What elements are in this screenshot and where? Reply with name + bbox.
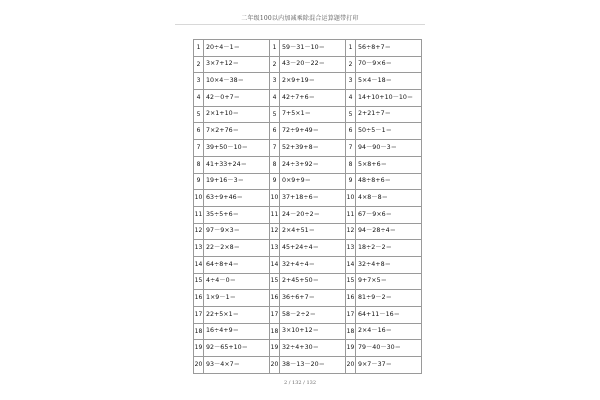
problem-expression: 1×9－1＝	[204, 290, 270, 307]
problem-expression: 2×9+19＝	[280, 73, 346, 90]
problem-expression: 22+5×1＝	[204, 307, 270, 324]
problem-number: 10	[270, 190, 280, 207]
table-row	[194, 140, 422, 157]
problem-expression: 50÷5－1＝	[356, 123, 422, 140]
problem-number: 8	[270, 156, 280, 173]
table-row	[194, 256, 422, 273]
problem-number: 9	[194, 173, 204, 190]
problem-expression: 9×7－37＝	[356, 357, 422, 374]
problem-expression: 4×8－8＝	[356, 190, 422, 207]
problem-number: 4	[194, 90, 204, 107]
problem-expression: 32+4÷4＝	[280, 256, 346, 273]
problem-expression: 5×4－18＝	[356, 73, 422, 90]
problem-number: 8	[194, 156, 204, 173]
problem-expression: 10×4－38＝	[204, 73, 270, 90]
problem-number: 17	[270, 307, 280, 324]
problem-expression: 36÷6+7＝	[280, 290, 346, 307]
problem-expression: 4÷4－0＝	[204, 273, 270, 290]
problem-expression: 2×1+10＝	[204, 106, 270, 123]
problem-number: 1	[270, 40, 280, 57]
problem-expression: 5×8+6＝	[356, 156, 422, 173]
problem-expression: 14+10+10－10＝	[356, 90, 422, 107]
problem-expression: 93－4×7＝	[204, 357, 270, 374]
problem-number: 3	[270, 73, 280, 90]
problem-expression: 24－20÷2＝	[280, 206, 346, 223]
table-row	[194, 323, 422, 340]
problem-number: 14	[346, 256, 356, 273]
problem-number: 18	[270, 323, 280, 340]
problem-expression: 7+5×1＝	[280, 106, 346, 123]
problem-expression: 48÷8+6＝	[356, 173, 422, 190]
problem-number: 12	[346, 223, 356, 240]
problem-expression: 0×9+9＝	[280, 173, 346, 190]
problem-number: 2	[270, 56, 280, 73]
problem-number: 6	[270, 123, 280, 140]
problem-expression: 94－28÷4＝	[356, 223, 422, 240]
problem-number: 16	[194, 290, 204, 307]
problem-expression: 63÷9+46＝	[204, 190, 270, 207]
problem-number: 4	[346, 90, 356, 107]
problem-number: 10	[346, 190, 356, 207]
problem-expression: 72÷9+49＝	[280, 123, 346, 140]
problem-expression: 2×4+51＝	[280, 223, 346, 240]
problem-number: 20	[194, 357, 204, 374]
problem-number: 11	[194, 206, 204, 223]
table-row	[194, 340, 422, 357]
problem-number: 6	[346, 123, 356, 140]
problem-number: 12	[194, 223, 204, 240]
problem-expression: 45+24÷4＝	[280, 240, 346, 257]
problem-number: 7	[346, 140, 356, 157]
problem-number: 18	[194, 323, 204, 340]
problem-number: 15	[346, 273, 356, 290]
problem-expression: 3×10+12＝	[280, 323, 346, 340]
header-divider	[175, 24, 425, 25]
problem-expression: 70－9×6＝	[356, 56, 422, 73]
table-row	[194, 307, 422, 324]
problem-number: 5	[194, 106, 204, 123]
problem-number: 6	[194, 123, 204, 140]
problem-number: 1	[194, 40, 204, 57]
problem-expression: 2×4－16＝	[356, 323, 422, 340]
problem-number: 17	[194, 307, 204, 324]
problem-expression: 35÷5+6＝	[204, 206, 270, 223]
table-row	[194, 223, 422, 240]
problem-number: 13	[194, 240, 204, 257]
problem-number: 5	[346, 106, 356, 123]
problem-number: 3	[194, 73, 204, 90]
problem-expression: 64+11－16＝	[356, 307, 422, 324]
problem-expression: 3×7+12＝	[204, 56, 270, 73]
problem-expression: 81÷9－2＝	[356, 290, 422, 307]
problem-expression: 2+21÷7＝	[356, 106, 422, 123]
problem-expression: 52+39+8＝	[280, 140, 346, 157]
table-row	[194, 240, 422, 257]
problem-table	[193, 39, 422, 374]
problem-number: 9	[270, 173, 280, 190]
problem-expression: 42÷7+6＝	[280, 90, 346, 107]
table-row	[194, 40, 422, 57]
problem-number: 16	[346, 290, 356, 307]
problem-expression: 20÷4－1＝	[204, 40, 270, 57]
problem-expression: 32÷4+30＝	[280, 340, 346, 357]
page-number: 2 / 132 / 132	[284, 380, 316, 386]
table-row	[194, 123, 422, 140]
problem-expression: 92－65+10＝	[204, 340, 270, 357]
table-row	[194, 190, 422, 207]
table-row	[194, 290, 422, 307]
problem-expression: 38－13－20＝	[280, 357, 346, 374]
table-row	[194, 273, 422, 290]
table-row	[194, 73, 422, 90]
problem-expression: 97－9×3＝	[204, 223, 270, 240]
problem-expression: 42－0+7＝	[204, 90, 270, 107]
problem-expression: 43－20－22＝	[280, 56, 346, 73]
problem-expression: 2+45+50＝	[280, 273, 346, 290]
problem-expression: 59－31－10＝	[280, 40, 346, 57]
problem-expression: 79－40－30＝	[356, 340, 422, 357]
problem-expression: 67－9×6＝	[356, 206, 422, 223]
table-row	[194, 90, 422, 107]
problem-number: 11	[270, 206, 280, 223]
problem-number: 19	[194, 340, 204, 357]
problem-number: 20	[270, 357, 280, 374]
problem-number: 10	[194, 190, 204, 207]
problem-number: 5	[270, 106, 280, 123]
problem-expression: 94－90－3＝	[356, 140, 422, 157]
problem-expression: 64÷8+4＝	[204, 256, 270, 273]
table-row	[194, 206, 422, 223]
table-row	[194, 156, 422, 173]
problem-number: 19	[270, 340, 280, 357]
problem-number: 13	[346, 240, 356, 257]
problem-expression: 58－2÷2＝	[280, 307, 346, 324]
problem-expression: 24÷3+92＝	[280, 156, 346, 173]
table-row	[194, 173, 422, 190]
problem-number: 16	[270, 290, 280, 307]
problem-number: 1	[346, 40, 356, 57]
problem-number: 2	[346, 56, 356, 73]
problem-expression: 22－2×8＝	[204, 240, 270, 257]
problem-number: 17	[346, 307, 356, 324]
problem-expression: 32÷4+8＝	[356, 256, 422, 273]
problem-number: 19	[346, 340, 356, 357]
problem-number: 15	[270, 273, 280, 290]
problem-number: 13	[270, 240, 280, 257]
page-header-title: 二年级100以内加减乘除混合运算题带打印	[241, 15, 359, 22]
problem-number: 9	[346, 173, 356, 190]
problem-number: 20	[346, 357, 356, 374]
table-row	[194, 357, 422, 374]
problem-expression: 18÷2－2＝	[356, 240, 422, 257]
table-row	[194, 106, 422, 123]
problem-number: 18	[346, 323, 356, 340]
problem-expression: 19+16－3＝	[204, 173, 270, 190]
problem-number: 12	[270, 223, 280, 240]
problem-number: 15	[194, 273, 204, 290]
problem-number: 14	[270, 256, 280, 273]
problem-expression: 37+18÷6＝	[280, 190, 346, 207]
problem-expression: 16÷4+9＝	[204, 323, 270, 340]
problem-expression: 9+7×5＝	[356, 273, 422, 290]
problem-number: 2	[194, 56, 204, 73]
problem-expression: 39+50－10＝	[204, 140, 270, 157]
table-row	[194, 56, 422, 73]
problem-number: 4	[270, 90, 280, 107]
problem-number: 3	[346, 73, 356, 90]
problem-expression: 56÷8+7＝	[356, 40, 422, 57]
problem-number: 7	[194, 140, 204, 157]
problem-number: 7	[270, 140, 280, 157]
problem-number: 14	[194, 256, 204, 273]
problem-number: 8	[346, 156, 356, 173]
problem-expression: 41+33+24＝	[204, 156, 270, 173]
problem-expression: 7×2+76＝	[204, 123, 270, 140]
problem-number: 11	[346, 206, 356, 223]
